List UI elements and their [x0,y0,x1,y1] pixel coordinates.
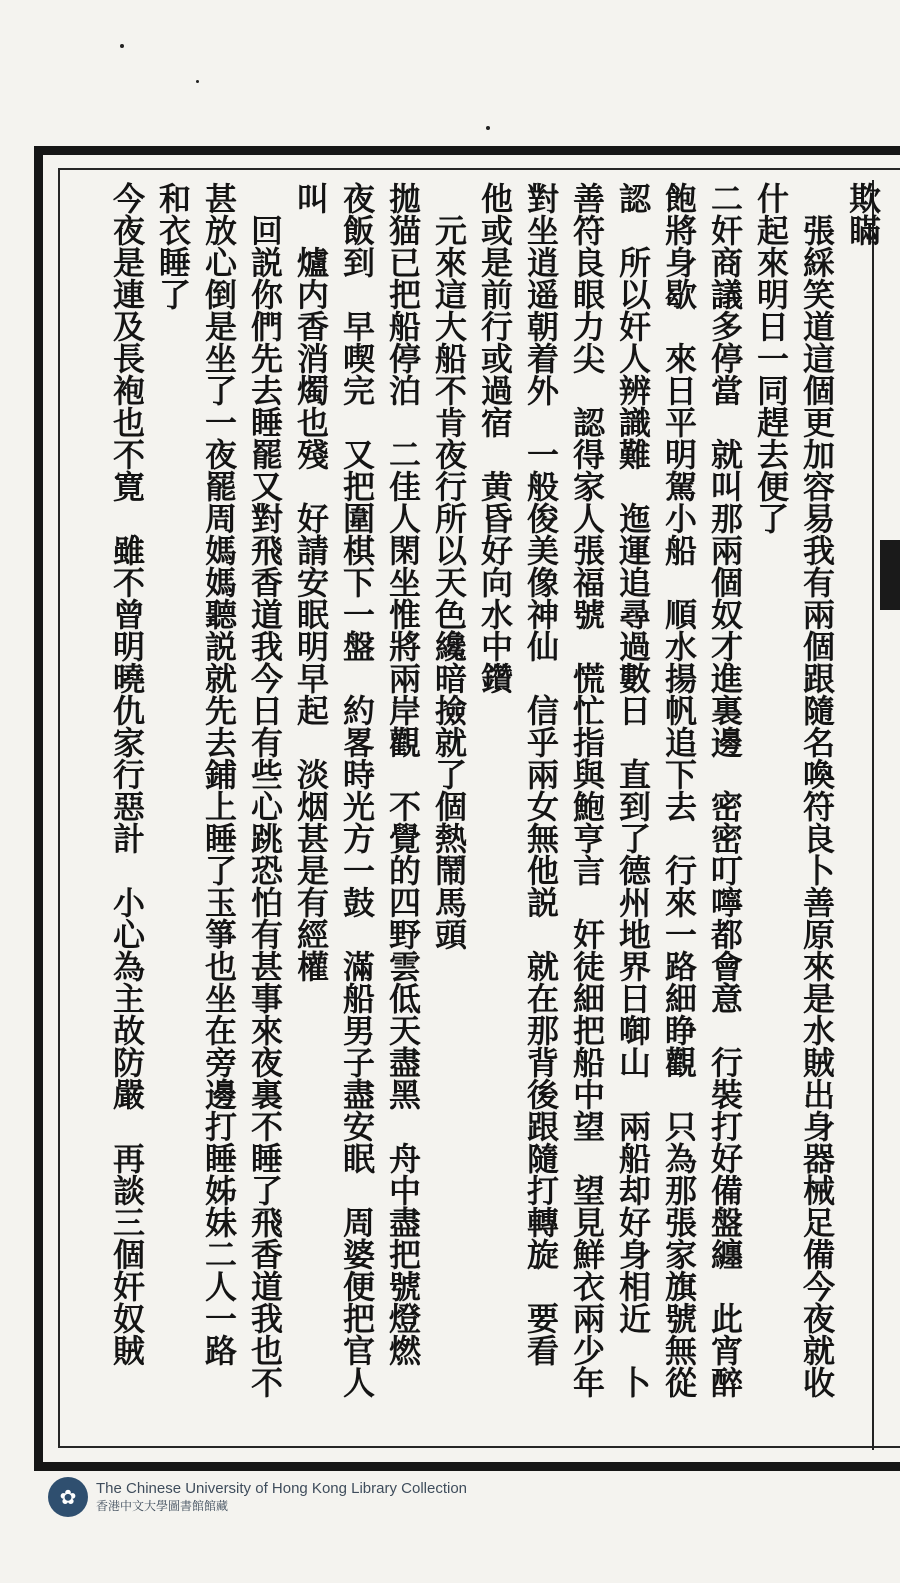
text-column: 今夜是連及長袍也不寛 雖不曾明曉仇家行惡計 小心為主故防嚴 再談三個奸奴賊 [108,182,146,1366]
text-column: 拋猫已把船停泊 二佳人閑坐惟將兩岸觀 不覺的四野雲低天盡黑 舟中盡把號燈燃 [384,182,422,1366]
text-column: 回説你們先去睡罷又對飛香道我今日有些心跳恐怕有甚事來夜裏不睡了飛香道我也不 [246,182,284,1398]
ink-speck [486,126,490,130]
collection-label-en: The Chinese University of Hong Kong Library Collection [96,1480,468,1497]
ink-speck [196,80,199,83]
ink-speck [120,44,124,48]
text-column: 認 所以奸人辨識難 迤運追尋過數日 直到了德州地界日啣山 兩船却好身相近 卜 [614,182,652,1398]
collection-footer [48,1474,467,1520]
text-column: 張綵笑道這個更加容易我有兩個跟隨名喚符良卜善原來是水賊出身器械足備今夜就收 [798,182,836,1398]
text-column: 對坐逍遥朝着外 一般俊美像神仙 信乎兩女無他説 就在那背後跟隨打轉旋 要看 [522,182,560,1366]
text-column: 元來這大船不肯夜行所以天色纔暗撿就了個熱鬧馬頭 [430,182,468,950]
text-column: 甚放心倒是坐了一夜罷周媽媽聽説就先去鋪上睡了玉箏也坐在旁邊打睡姊妹二人一路 [200,182,238,1366]
text-column: 叫 爐内香消燭也殘 好請安眠明早起 淡烟甚是有經權 [292,182,330,982]
text-column: 欺瞞 [844,182,882,246]
collection-label-zh: 香港中文大學圖書館館藏 [96,1499,229,1513]
text-column: 他或是前行或過宿 黄昏好向水中鑽 [476,182,514,694]
text-column: 二奸商議多停當 就叫那兩個奴才進裏邊 密密叮嚀都會意 行裝打好備盤纏 此宵醉 [706,182,744,1398]
library-logo-icon: ✿ [48,1477,88,1517]
text-column: 夜飯到 早喫完 又把圍棋下一盤 約畧時光方一鼓 滿船男子盡安眠 周婆便把官人 [338,182,376,1398]
text-column: 什起來明日一同趕去便了 [752,182,790,534]
text-block [66,182,884,1446]
text-column: 善符良眼力尖 認得家人張福號 慌忙指與鮑亨言 奸徒細把船中望 望見鮮衣兩少年 [568,182,606,1398]
text-column: 飽將身歇 來日平明駕小船 順水揚帆追下去 行來一路細睁觀 只為那張家旗號無從 [660,182,698,1398]
text-column: 和衣睡了 [154,182,192,310]
